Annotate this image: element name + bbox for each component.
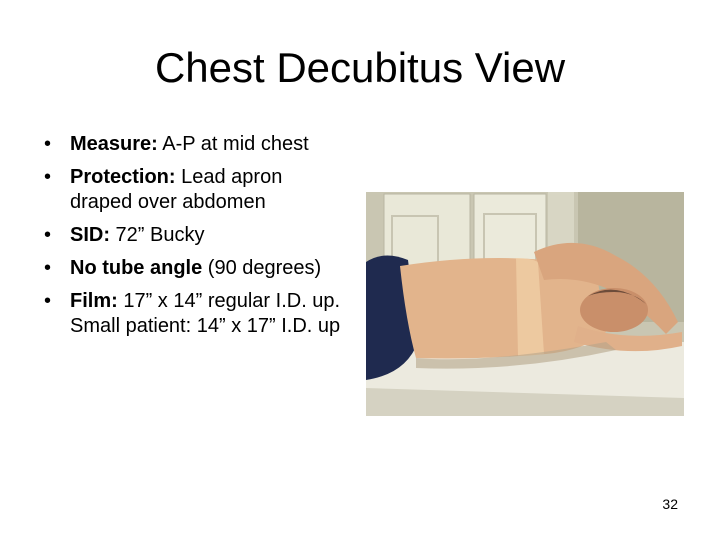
bullet-item-measure [44, 132, 344, 157]
bullet-text: 17” x 14” regular I.D. up. Small patient: 14” x 17” I.D. up [70, 290, 341, 337]
bullet-label: No tube angle [70, 257, 203, 279]
page-number: 32 [662, 496, 678, 512]
bullet-glyph: • [44, 166, 52, 188]
bullet-text: Lead apron draped over abdomen [70, 166, 283, 213]
bullet-text: 72” Bucky [110, 224, 205, 246]
bullet-label: Film: [70, 290, 118, 312]
bullet-glyph: • [44, 133, 52, 155]
bullet-text: A-P at mid chest [157, 133, 309, 155]
slide-title: Chest Decubitus View [154, 44, 566, 91]
bullet-list [44, 132, 344, 347]
bullet-glyph: • [44, 257, 52, 279]
bullet-label: Measure: [70, 133, 158, 155]
bullet-glyph: • [44, 290, 52, 312]
bullet-label: Protection: [70, 166, 176, 188]
bullet-label: SID: [70, 224, 110, 246]
bullet-item-sid [44, 223, 344, 248]
patient-positioning-photo [366, 192, 684, 416]
bullet-glyph: • [44, 224, 52, 246]
bullet-text: (90 degrees) [202, 257, 322, 279]
bullet-item-film [44, 289, 344, 339]
bullet-item-tube-angle [44, 256, 344, 281]
bullet-item-protection [44, 165, 344, 215]
